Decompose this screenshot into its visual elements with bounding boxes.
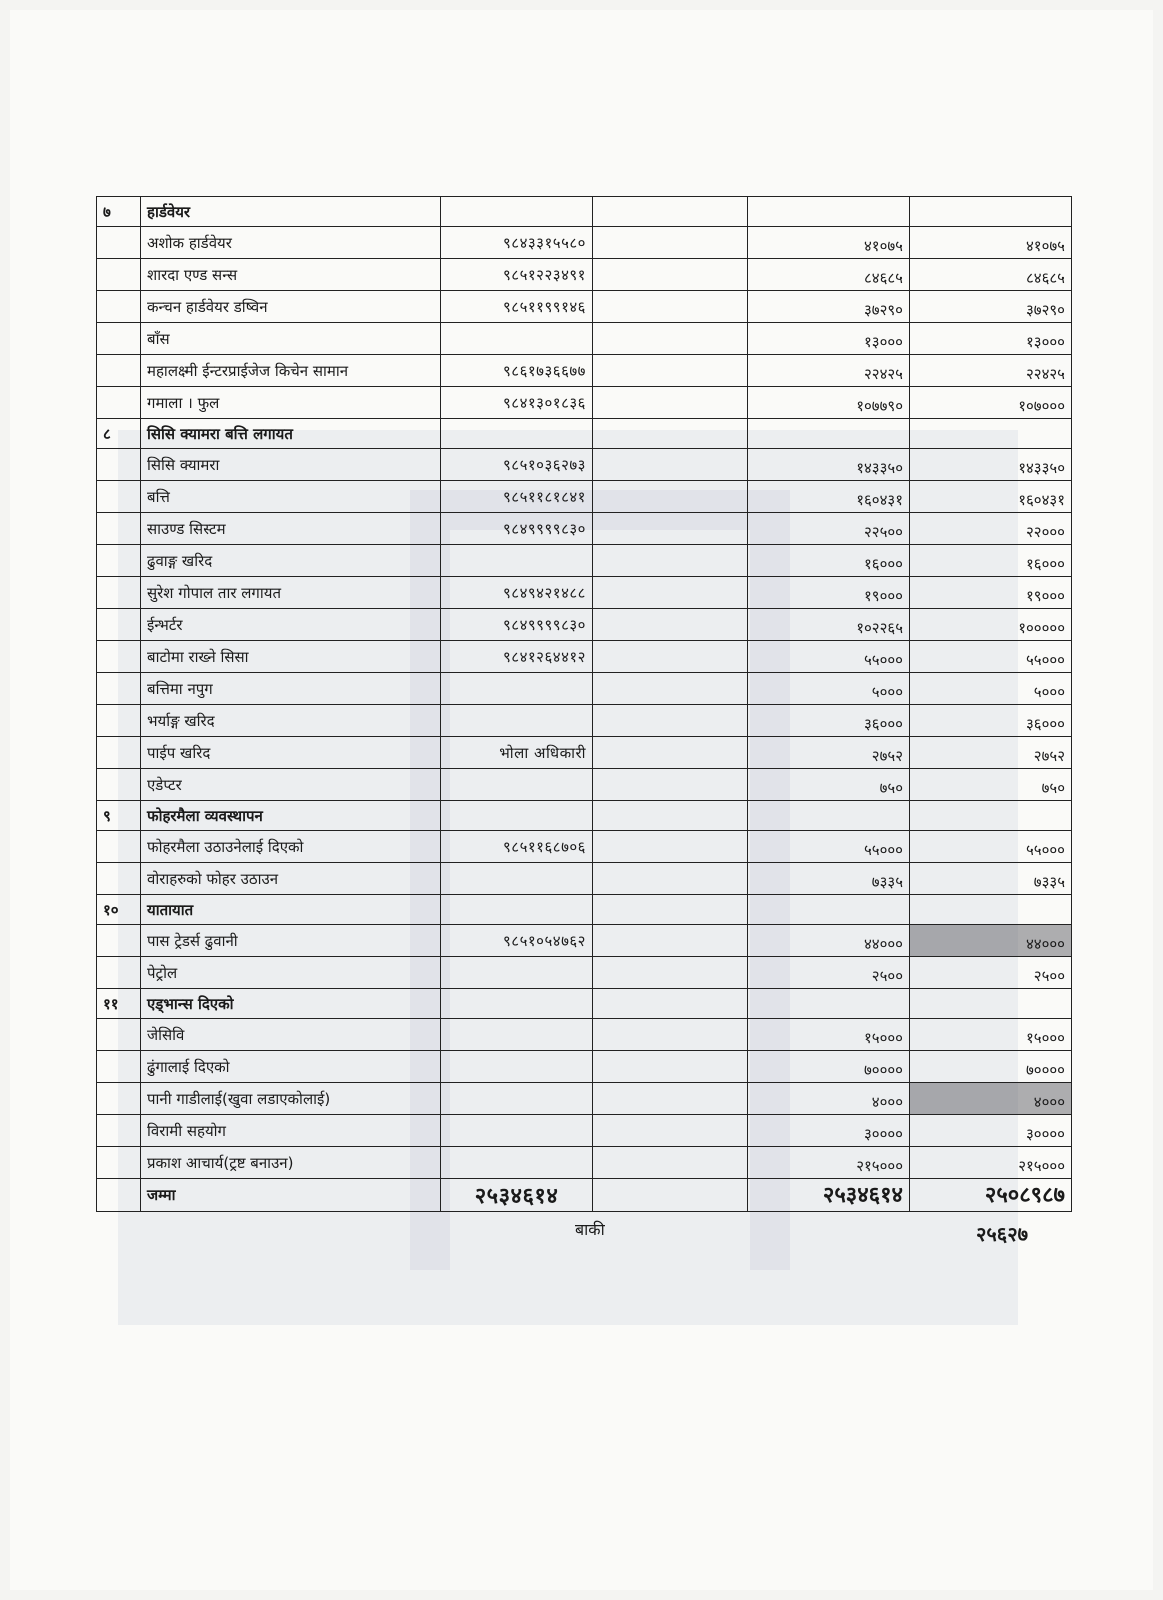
row-number-cell <box>97 1179 141 1212</box>
empty-cell <box>910 801 1072 831</box>
row-description: ढुंगालाई दिएको <box>141 1051 441 1083</box>
row-phone <box>441 1115 593 1147</box>
empty-cell <box>593 355 748 387</box>
row-paid-amount: ५५००० <box>910 831 1072 863</box>
row-amount: ५५००० <box>748 831 910 863</box>
row-description: महालक्ष्मी ईन्टरप्राईजेज किचेन सामान <box>141 355 441 387</box>
empty-cell <box>593 545 748 577</box>
table-row <box>97 227 1072 259</box>
row-amount: २२५०० <box>748 513 910 545</box>
table-row <box>97 673 1072 705</box>
row-paid-amount: १६००० <box>910 545 1072 577</box>
row-phone <box>441 1147 593 1179</box>
row-phone <box>441 769 593 801</box>
row-amount: ५५००० <box>748 641 910 673</box>
empty-cell <box>593 925 748 957</box>
row-number-cell <box>97 1019 141 1051</box>
row-amount: ७५० <box>748 769 910 801</box>
row-amount: ३६००० <box>748 705 910 737</box>
row-number-cell <box>97 641 141 673</box>
row-paid-amount: ७०००० <box>910 1051 1072 1083</box>
empty-cell <box>593 419 748 449</box>
row-number-cell <box>97 1147 141 1179</box>
section-title: यातायात <box>141 895 441 925</box>
row-number-cell <box>97 1115 141 1147</box>
total-row <box>97 1179 1072 1212</box>
row-phone: ९८४९९९९८३० <box>441 513 593 545</box>
table-row <box>97 259 1072 291</box>
empty-cell <box>593 705 748 737</box>
row-number-cell <box>97 227 141 259</box>
expense-table-body <box>97 197 1072 1212</box>
section-heading-row <box>97 197 1072 227</box>
empty-cell <box>593 323 748 355</box>
row-number-cell <box>97 545 141 577</box>
row-amount: २१५००० <box>748 1147 910 1179</box>
row-paid-amount: ३७२९० <box>910 291 1072 323</box>
row-paid-amount: ७५० <box>910 769 1072 801</box>
table-row <box>97 831 1072 863</box>
empty-cell <box>593 673 748 705</box>
row-amount: १६०४३१ <box>748 481 910 513</box>
empty-cell <box>593 577 748 609</box>
table-row <box>97 387 1072 419</box>
row-description: शारदा एण्ड सन्स <box>141 259 441 291</box>
row-number-cell <box>97 449 141 481</box>
row-number-cell <box>97 957 141 989</box>
row-paid-amount: १५००० <box>910 1019 1072 1051</box>
row-phone: ९८५१०३६२७३ <box>441 449 593 481</box>
empty-cell <box>593 227 748 259</box>
row-amount: ७३३५ <box>748 863 910 895</box>
empty-cell <box>593 957 748 989</box>
table-row <box>97 323 1072 355</box>
row-description: ढुवाङ्ग खरिद <box>141 545 441 577</box>
row-paid-amount: २२४२५ <box>910 355 1072 387</box>
total-sum-left: २५३४६१४ <box>441 1179 593 1212</box>
row-paid-amount: १९००० <box>910 577 1072 609</box>
row-number-cell <box>97 1051 141 1083</box>
row-phone <box>441 545 593 577</box>
row-amount: २५०० <box>748 957 910 989</box>
row-phone: ९८५११६८७०६ <box>441 831 593 863</box>
empty-cell <box>910 895 1072 925</box>
row-paid-amount: ४००० <box>910 1083 1072 1115</box>
empty-cell <box>910 197 1072 227</box>
row-description: अशोक हार्डवेयर <box>141 227 441 259</box>
row-description: पेट्रोल <box>141 957 441 989</box>
row-phone: ९८४१२६४४१२ <box>441 641 593 673</box>
table-row <box>97 705 1072 737</box>
empty-cell <box>441 989 593 1019</box>
empty-cell <box>593 1083 748 1115</box>
empty-cell <box>593 609 748 641</box>
row-amount: २७५२ <box>748 737 910 769</box>
empty-cell <box>593 387 748 419</box>
row-amount: ४००० <box>748 1083 910 1115</box>
table-row <box>97 925 1072 957</box>
row-phone <box>441 1083 593 1115</box>
row-description: कन्चन हार्डवेयर डष्विन <box>141 291 441 323</box>
row-description: बत्ति <box>141 481 441 513</box>
row-description: पाईप खरिद <box>141 737 441 769</box>
row-number-cell <box>97 1083 141 1115</box>
empty-cell <box>593 1051 748 1083</box>
row-phone: ९८५१२२३४९१ <box>441 259 593 291</box>
row-paid-amount: ५००० <box>910 673 1072 705</box>
table-row <box>97 609 1072 641</box>
row-phone: भोला अधिकारी <box>441 737 593 769</box>
row-paid-amount: १०७००० <box>910 387 1072 419</box>
row-phone <box>441 1051 593 1083</box>
table-row <box>97 577 1072 609</box>
empty-cell <box>593 1179 748 1212</box>
row-paid-amount: १३००० <box>910 323 1072 355</box>
row-phone: ९८४३३१५५८० <box>441 227 593 259</box>
section-title: फोहरमैला व्यवस्थापन <box>141 801 441 831</box>
empty-cell <box>593 513 748 545</box>
total-amount: २५३४६१४ <box>748 1179 910 1212</box>
empty-cell <box>441 801 593 831</box>
row-phone: ९८५११९९१४६ <box>441 291 593 323</box>
table-row <box>97 481 1072 513</box>
row-phone <box>441 957 593 989</box>
section-title: एड्भान्स दिएको <box>141 989 441 1019</box>
row-description: बाँस <box>141 323 441 355</box>
empty-cell <box>593 1115 748 1147</box>
row-phone: ९८४९४२१४८८ <box>441 577 593 609</box>
row-paid-amount: ३६००० <box>910 705 1072 737</box>
row-paid-amount: २२००० <box>910 513 1072 545</box>
row-number-cell <box>97 355 141 387</box>
row-number-cell <box>97 769 141 801</box>
row-number-cell <box>97 513 141 545</box>
row-number-cell <box>97 291 141 323</box>
table-row <box>97 863 1072 895</box>
row-description: पानी गाडीलाई(खुवा लडाएकोलाई) <box>141 1083 441 1115</box>
row-number-cell <box>97 673 141 705</box>
row-paid-amount: ४१०७५ <box>910 227 1072 259</box>
row-phone: ९८५११८१८४१ <box>441 481 593 513</box>
row-description: पास ट्रेडर्स ढुवानी <box>141 925 441 957</box>
row-paid-amount: १६०४३१ <box>910 481 1072 513</box>
row-paid-amount: २१५००० <box>910 1147 1072 1179</box>
row-number-cell <box>97 323 141 355</box>
row-phone: ९८६१७३६६७७ <box>441 355 593 387</box>
empty-cell <box>441 197 593 227</box>
empty-cell <box>593 641 748 673</box>
row-phone <box>441 673 593 705</box>
row-paid-amount: ७३३५ <box>910 863 1072 895</box>
empty-cell <box>748 419 910 449</box>
row-number-cell <box>97 925 141 957</box>
empty-cell <box>593 481 748 513</box>
section-title: हार्डवेयर <box>141 197 441 227</box>
row-number-cell <box>97 577 141 609</box>
empty-cell <box>748 895 910 925</box>
row-number-cell <box>97 609 141 641</box>
row-amount: १५००० <box>748 1019 910 1051</box>
row-description: सुरेश गोपाल तार लगायत <box>141 577 441 609</box>
section-heading-row <box>97 989 1072 1019</box>
row-number-cell <box>97 705 141 737</box>
section-title: सिसि क्यामरा बत्ति लगायत <box>141 419 441 449</box>
section-number: ११ <box>97 989 141 1019</box>
row-description: वोराहरुको फोहर उठाउन <box>141 863 441 895</box>
section-number: ९ <box>97 801 141 831</box>
row-amount: १०२२६५ <box>748 609 910 641</box>
row-phone <box>441 1019 593 1051</box>
empty-cell <box>441 419 593 449</box>
row-phone <box>441 323 593 355</box>
table-row <box>97 513 1072 545</box>
empty-cell <box>593 895 748 925</box>
table-row <box>97 1083 1072 1115</box>
empty-cell <box>748 197 910 227</box>
empty-cell <box>748 989 910 1019</box>
row-phone: ९८४९९९९८३० <box>441 609 593 641</box>
row-number-cell <box>97 259 141 291</box>
row-description: विरामी सहयोग <box>141 1115 441 1147</box>
row-description: गमाला । फुल <box>141 387 441 419</box>
section-number: १० <box>97 895 141 925</box>
row-paid-amount: ५५००० <box>910 641 1072 673</box>
row-description: बत्तिमा नपुग <box>141 673 441 705</box>
table-row <box>97 1115 1072 1147</box>
row-description: साउण्ड सिस्टम <box>141 513 441 545</box>
table-row <box>97 957 1072 989</box>
empty-cell <box>748 801 910 831</box>
row-description: सिसि क्यामरा <box>141 449 441 481</box>
row-number-cell <box>97 481 141 513</box>
row-number-cell <box>97 737 141 769</box>
row-amount: ५००० <box>748 673 910 705</box>
empty-cell <box>593 1019 748 1051</box>
row-amount: १३००० <box>748 323 910 355</box>
table-row <box>97 449 1072 481</box>
row-description: प्रकाश आचार्य(ट्रष्ट बनाउन) <box>141 1147 441 1179</box>
empty-cell <box>593 863 748 895</box>
row-phone: ९८५१०५४७६२ <box>441 925 593 957</box>
row-paid-amount: २७५२ <box>910 737 1072 769</box>
row-paid-amount: १४३३५० <box>910 449 1072 481</box>
row-phone <box>441 863 593 895</box>
table-row <box>97 545 1072 577</box>
total-paid: २५०८९८७ <box>910 1179 1072 1212</box>
balance-label: बाकी <box>575 1220 605 1239</box>
row-paid-amount: ३०००० <box>910 1115 1072 1147</box>
balance-value: २५६२७ <box>976 1222 1028 1246</box>
empty-cell <box>593 291 748 323</box>
empty-cell <box>593 449 748 481</box>
row-amount: १०७७९० <box>748 387 910 419</box>
table-row <box>97 641 1072 673</box>
row-description: बाटोमा राख्ने सिसा <box>141 641 441 673</box>
row-amount: ३०००० <box>748 1115 910 1147</box>
empty-cell <box>593 737 748 769</box>
empty-cell <box>593 1147 748 1179</box>
row-paid-amount: १००००० <box>910 609 1072 641</box>
section-number: ७ <box>97 197 141 227</box>
row-phone <box>441 705 593 737</box>
row-amount: ८४६८५ <box>748 259 910 291</box>
row-description: एडेप्टर <box>141 769 441 801</box>
row-description: फोहरमैला उठाउनेलाई दिएको <box>141 831 441 863</box>
row-amount: ७०००० <box>748 1051 910 1083</box>
row-paid-amount: ४४००० <box>910 925 1072 957</box>
empty-cell <box>910 989 1072 1019</box>
row-description: ईन्भर्टर <box>141 609 441 641</box>
section-heading-row <box>97 801 1072 831</box>
empty-cell <box>593 989 748 1019</box>
row-amount: १४३३५० <box>748 449 910 481</box>
section-heading-row <box>97 895 1072 925</box>
table-row <box>97 1147 1072 1179</box>
total-label: जम्मा <box>141 1179 441 1212</box>
row-phone: ९८४१३०१८३६ <box>441 387 593 419</box>
row-amount: २२४२५ <box>748 355 910 387</box>
row-paid-amount: ८४६८५ <box>910 259 1072 291</box>
row-number-cell <box>97 387 141 419</box>
table-row <box>97 737 1072 769</box>
row-paid-amount: २५०० <box>910 957 1072 989</box>
table-row <box>97 291 1072 323</box>
section-number: ८ <box>97 419 141 449</box>
row-description: जेसिवि <box>141 1019 441 1051</box>
row-amount: ३७२९० <box>748 291 910 323</box>
table-row <box>97 1019 1072 1051</box>
empty-cell <box>910 419 1072 449</box>
section-heading-row <box>97 419 1072 449</box>
row-amount: ४१०७५ <box>748 227 910 259</box>
expense-table <box>96 196 1072 1212</box>
table-row <box>97 1051 1072 1083</box>
row-number-cell <box>97 831 141 863</box>
row-description: भर्याङ्ग खरिद <box>141 705 441 737</box>
empty-cell <box>593 801 748 831</box>
row-number-cell <box>97 863 141 895</box>
empty-cell <box>593 769 748 801</box>
empty-cell <box>593 259 748 291</box>
row-amount: ४४००० <box>748 925 910 957</box>
empty-cell <box>593 197 748 227</box>
row-amount: १६००० <box>748 545 910 577</box>
table-row <box>97 769 1072 801</box>
table-row <box>97 355 1072 387</box>
empty-cell <box>593 831 748 863</box>
empty-cell <box>441 895 593 925</box>
row-amount: १९००० <box>748 577 910 609</box>
